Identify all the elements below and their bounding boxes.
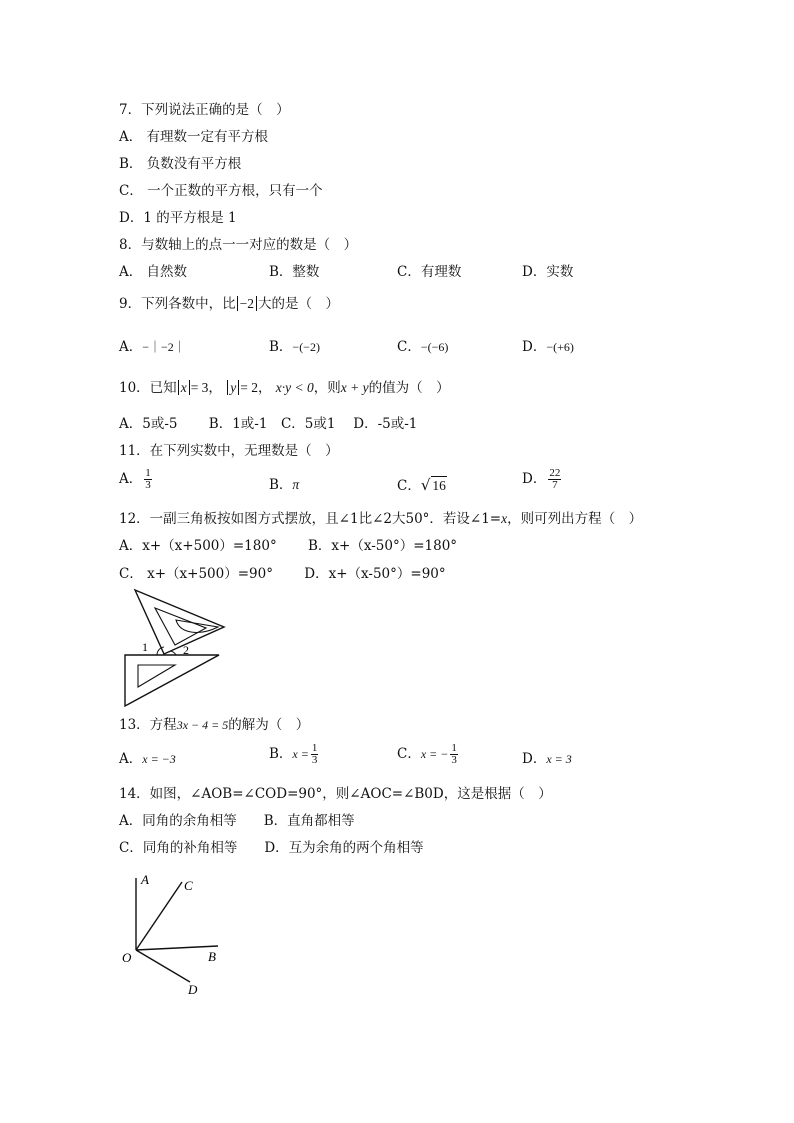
q7-option-d: D．1 的平方根是 1 [119,210,237,226]
q11-option-b-label: B． [269,477,293,493]
q13-option-b [269,743,320,766]
q8-stem: 8．与数轴上的点一一对应的数是（ ） [119,237,358,253]
q9-option-c [397,338,448,356]
q10-cond: x·y < 0 [275,380,314,395]
q13-option-c-fraction [450,743,458,766]
q13-option-d [522,750,572,768]
q11-option-c-value: 16 [432,478,446,493]
q11-option-c-label: C． [397,478,421,494]
q14-options-cd: C．同角的补角相等 D．互为余角的两个角相等 [119,840,424,856]
label-A: A [141,872,149,887]
q13-b-numerator: 1 [311,742,318,754]
q8-option-c: C．有理数 [397,264,462,280]
q14-options-ab: A．同角的余角相等 B．直角都相等 [119,813,355,829]
q11-option-a-fraction [144,468,152,491]
q8-option-d: D．实数 [522,264,574,280]
q10-options: A．5或-5 B．1或-1 C．5或1 D．-5或-1 [119,416,418,432]
ray-OD [136,950,190,982]
q9-stem-pre: 9．下列各数中，比 [119,296,236,312]
q11-option-b-value: π [292,477,300,492]
q13-option-a-expr: x = −3 [142,752,176,766]
angle-1-label: 1 [142,640,148,654]
q9-option-c-expr: −(−6) [420,340,449,354]
q13-option-d-expr: x = 3 [546,752,572,766]
q9-option-a-expr: −｜−2｜ [142,340,186,354]
q11-option-a [119,468,154,491]
q13-option-b-label: B． [269,746,293,762]
q10-mid: ，则 [313,380,341,396]
q9-option-a-label: A． [119,339,143,355]
q12-options-ab: A．x+（x+500）=180° B．x+（x-50°）=180° [119,538,458,554]
q10-x-abs: x [178,380,190,395]
sqrt-icon: √ [420,476,431,494]
bottom-triangle-inner [138,665,175,687]
q11-option-c [397,476,447,495]
q12-stem-pre: 12．一副三角板按如图方式摆放，且∠1比∠2大50°．若设∠1= [119,511,502,527]
q13-c-numerator: 1 [451,742,457,754]
q9-option-c-label: C． [397,339,421,355]
q7-stem: 7．下列说法正确的是（ ） [119,102,290,118]
q14-angle-figure [118,870,230,1000]
label-D: D [188,982,198,997]
ray-OC [136,882,182,950]
q11-option-d-fraction [548,468,561,491]
top-triangle-inner [155,608,206,645]
q10-eq1: = 3， [190,380,222,395]
q11-d-numerator: 22 [549,467,561,479]
q13-c-denominator: 3 [451,754,457,766]
q11-option-b [269,476,299,494]
q10-pre: 10．已知 [119,380,177,396]
q11-stem: 11．在下列实数中，无理数是（ ） [119,443,339,459]
q8-option-b: B．整数 [269,264,320,280]
ray-OB [136,946,218,950]
q12-stem-var: x [501,511,508,526]
q9-option-b-label: B． [269,339,293,355]
bottom-triangle [125,655,219,706]
q10-eq2: = 2， [240,380,272,395]
q11-option-a-label: A． [119,471,143,487]
q11-a-numerator: 1 [145,467,151,479]
q9-option-a [119,338,186,356]
q12-options-cd: C． x+（x+500）=90° D．x+（x-50°）=90° [119,566,446,582]
q9-option-d [522,338,574,356]
q7-option-c: C． 一个正数的平方根，只有一个 [119,183,323,199]
q11-option-d-label: D． [522,471,547,487]
q13-stem [119,716,309,734]
q8-option-a: A． 自然数 [119,264,188,280]
q13-option-c-pre: x = − [420,747,449,761]
label-C: C [184,878,193,893]
q9-stem-post: 大的是（ ） [257,296,339,312]
top-triangle [135,590,224,654]
q13-option-a-label: A． [119,751,143,767]
q7-option-b: B． 负数没有平方根 [119,156,242,172]
q13-stem-pre: 13．方程 [119,717,177,733]
q13-b-denominator: 3 [311,754,318,766]
q9-option-d-expr: −(+6) [546,340,574,354]
q13-option-c [397,743,460,766]
label-O: O [122,950,132,965]
q13-option-c-label: C． [397,746,421,762]
q10-stem [119,379,450,397]
q9-option-b [269,338,320,356]
q11-a-denominator: 3 [145,479,151,491]
angle-2-label: 2 [183,643,189,657]
q7-option-a: A． 有理数一定有平方根 [119,129,269,145]
q9-option-b-expr: −(−2) [292,340,320,354]
q9-stem-abs: −2 [237,296,257,311]
q13-option-b-fraction [311,743,319,766]
q12-stem [119,510,642,528]
q13-stem-eq: 3x − 4 = 5 [176,718,229,732]
q12-stem-post: ，则可列出方程（ ） [507,511,643,527]
q11-option-d [522,468,563,491]
q9-option-d-label: D． [522,339,547,355]
q13-option-b-pre: x = [292,747,309,761]
label-B: B [208,949,216,964]
q10-y-abs: y [227,380,239,395]
q13-option-a [119,750,176,768]
q9-stem [119,295,339,313]
q11-d-denominator: 7 [552,479,558,491]
q10-post: 的值为（ ） [368,380,450,396]
q13-stem-post: 的解为（ ） [228,717,310,733]
q13-option-d-label: D． [522,751,547,767]
q12-set-squares-figure [120,586,230,710]
q14-stem: 14．如图，∠AOB=∠COD=90°，则∠AOC=∠B0D，这是根据（ ） [119,786,552,802]
q10-sum: x + y [340,380,369,395]
